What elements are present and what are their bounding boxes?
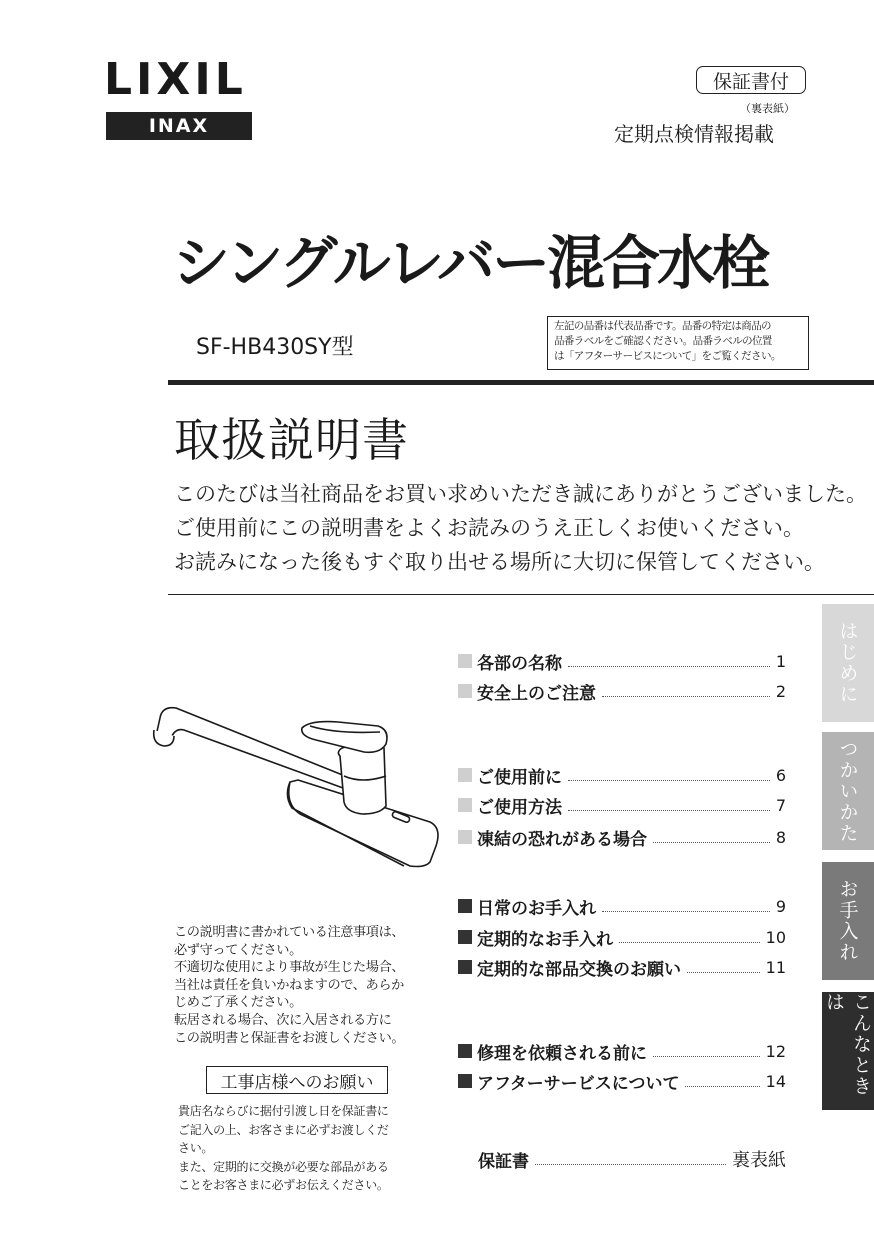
intro-line: このたびは当社商品をお買い求めいただき誠にありがとうございました。 — [174, 482, 867, 506]
toc-leader — [568, 800, 770, 811]
tab-troubleshooting[interactable]: こんなときは — [822, 992, 874, 1110]
toc-bullet — [458, 960, 472, 974]
title-divider — [168, 380, 874, 385]
tab-introduction[interactable]: はじめに — [822, 604, 874, 722]
toc-leader — [568, 770, 770, 781]
tab-usage[interactable]: つかいかた — [822, 732, 874, 850]
toc-leader — [535, 1154, 726, 1165]
toc-label: 安全上のご注意 — [477, 683, 596, 704]
inspection-info: 定期点検情報掲載 — [614, 122, 774, 146]
toc-label: 定期的なお手入れ — [477, 929, 613, 950]
toc-item-parts-replacement[interactable] — [458, 956, 786, 978]
toc-item-periodic-care[interactable] — [458, 926, 786, 948]
toc-page: 1 — [775, 651, 786, 671]
manual-title: 取扱説明書 — [174, 413, 409, 467]
toc-page: 2 — [775, 681, 786, 701]
toc-label: 保証書 — [478, 1151, 529, 1172]
toc-page: 14 — [765, 1071, 786, 1091]
toc-bullet — [458, 830, 472, 844]
model-note-box: 左記の品番は代表品番です。品番の特定は商品の 品番ラベルをご確認ください。品番ラベルの位置 は「アフターサービスについて」をご覧ください。 — [547, 316, 809, 370]
toc-bullet — [458, 899, 472, 913]
model-number: SF-HB430SY型 — [196, 335, 354, 360]
product-title: シングルレバー混合水栓 — [172, 229, 768, 297]
lixil-logo — [104, 52, 252, 102]
toc-bullet — [458, 1074, 472, 1088]
toc-item-how-to-use[interactable] — [458, 794, 786, 816]
toc-leader — [602, 686, 770, 697]
toc-page: 8 — [775, 827, 786, 847]
toc-page: 12 — [765, 1041, 786, 1061]
toc-item-warranty[interactable] — [478, 1148, 786, 1170]
toc-page: 10 — [765, 927, 786, 947]
warranty-location: （裏表紙） — [740, 102, 795, 115]
toc-bullet — [458, 768, 472, 782]
toc-label: 定期的な部品交換のお願い — [477, 959, 681, 980]
tab-care[interactable]: お手入れ — [822, 862, 874, 980]
toc-bullet — [458, 684, 472, 698]
toc-label: ご使用前に — [477, 767, 562, 788]
toc-label: 各部の名称 — [477, 653, 562, 674]
caution-text: この説明書に書かれている注意事項は、 必ず守ってください。 不適切な使用により事故が生じた場合、 当社は責任を負いかねますので、あらか じめご了承ください。 転居される場合、次に入居される方に この説明書と保証書をお渡しください。 — [174, 925, 405, 1046]
contractor-text: 貴店名ならびに据付引渡し日を保証書に ご記入の上、お客さまに必ずお渡しくだ さい。 また、定期的に交換が必要な部品がある ことをお客さまに必ずお伝えください。 — [178, 1104, 389, 1192]
inax-logo: INAX — [106, 112, 252, 140]
toc-leader — [619, 932, 760, 943]
lixil-logo-text: LIXIL — [104, 54, 247, 102]
intro-line: お読みになった後もすぐ取り出せる場所に大切に保管してください。 — [174, 550, 825, 574]
toc-bullet — [458, 930, 472, 944]
toc-leader — [653, 1046, 760, 1057]
toc-bullet — [458, 1044, 472, 1058]
toc-item-safety[interactable] — [458, 680, 786, 702]
toc-bullet — [458, 798, 472, 812]
toc-leader — [653, 832, 770, 843]
toc-page: 裏表紙 — [732, 1150, 786, 1171]
toc-page: 7 — [775, 795, 786, 815]
toc-label: アフターサービスについて — [477, 1073, 680, 1094]
toc-label: 日常のお手入れ — [477, 898, 596, 919]
toc-label: 凍結の恐れがある場合 — [477, 829, 647, 850]
toc-leader — [568, 656, 770, 667]
intro-line: ご使用前にこの説明書をよくお読みのうえ正しくお使いください。 — [174, 516, 804, 540]
toc-leader — [602, 901, 770, 912]
toc-leader — [687, 962, 760, 973]
toc-item-before-repair[interactable] — [458, 1040, 786, 1062]
toc-item-freezing[interactable] — [458, 826, 786, 848]
intro-divider — [168, 594, 874, 595]
toc-page: 9 — [775, 896, 786, 916]
toc-item-parts-names[interactable] — [458, 650, 786, 672]
toc-label: 修理を依頼される前に — [477, 1043, 647, 1064]
toc-leader — [685, 1076, 759, 1087]
toc-item-after-service[interactable] — [458, 1070, 786, 1092]
toc-page: 11 — [765, 957, 786, 977]
toc-bullet — [458, 654, 472, 668]
contractor-heading: 工事店様へのお願い — [206, 1066, 388, 1094]
faucet-illustration — [140, 696, 450, 886]
toc-item-before-use[interactable] — [458, 764, 786, 786]
toc-item-daily-care[interactable] — [458, 895, 786, 917]
warranty-badge: 保証書付 — [696, 66, 806, 94]
toc-page: 6 — [775, 765, 786, 785]
toc-label: ご使用方法 — [477, 797, 562, 818]
